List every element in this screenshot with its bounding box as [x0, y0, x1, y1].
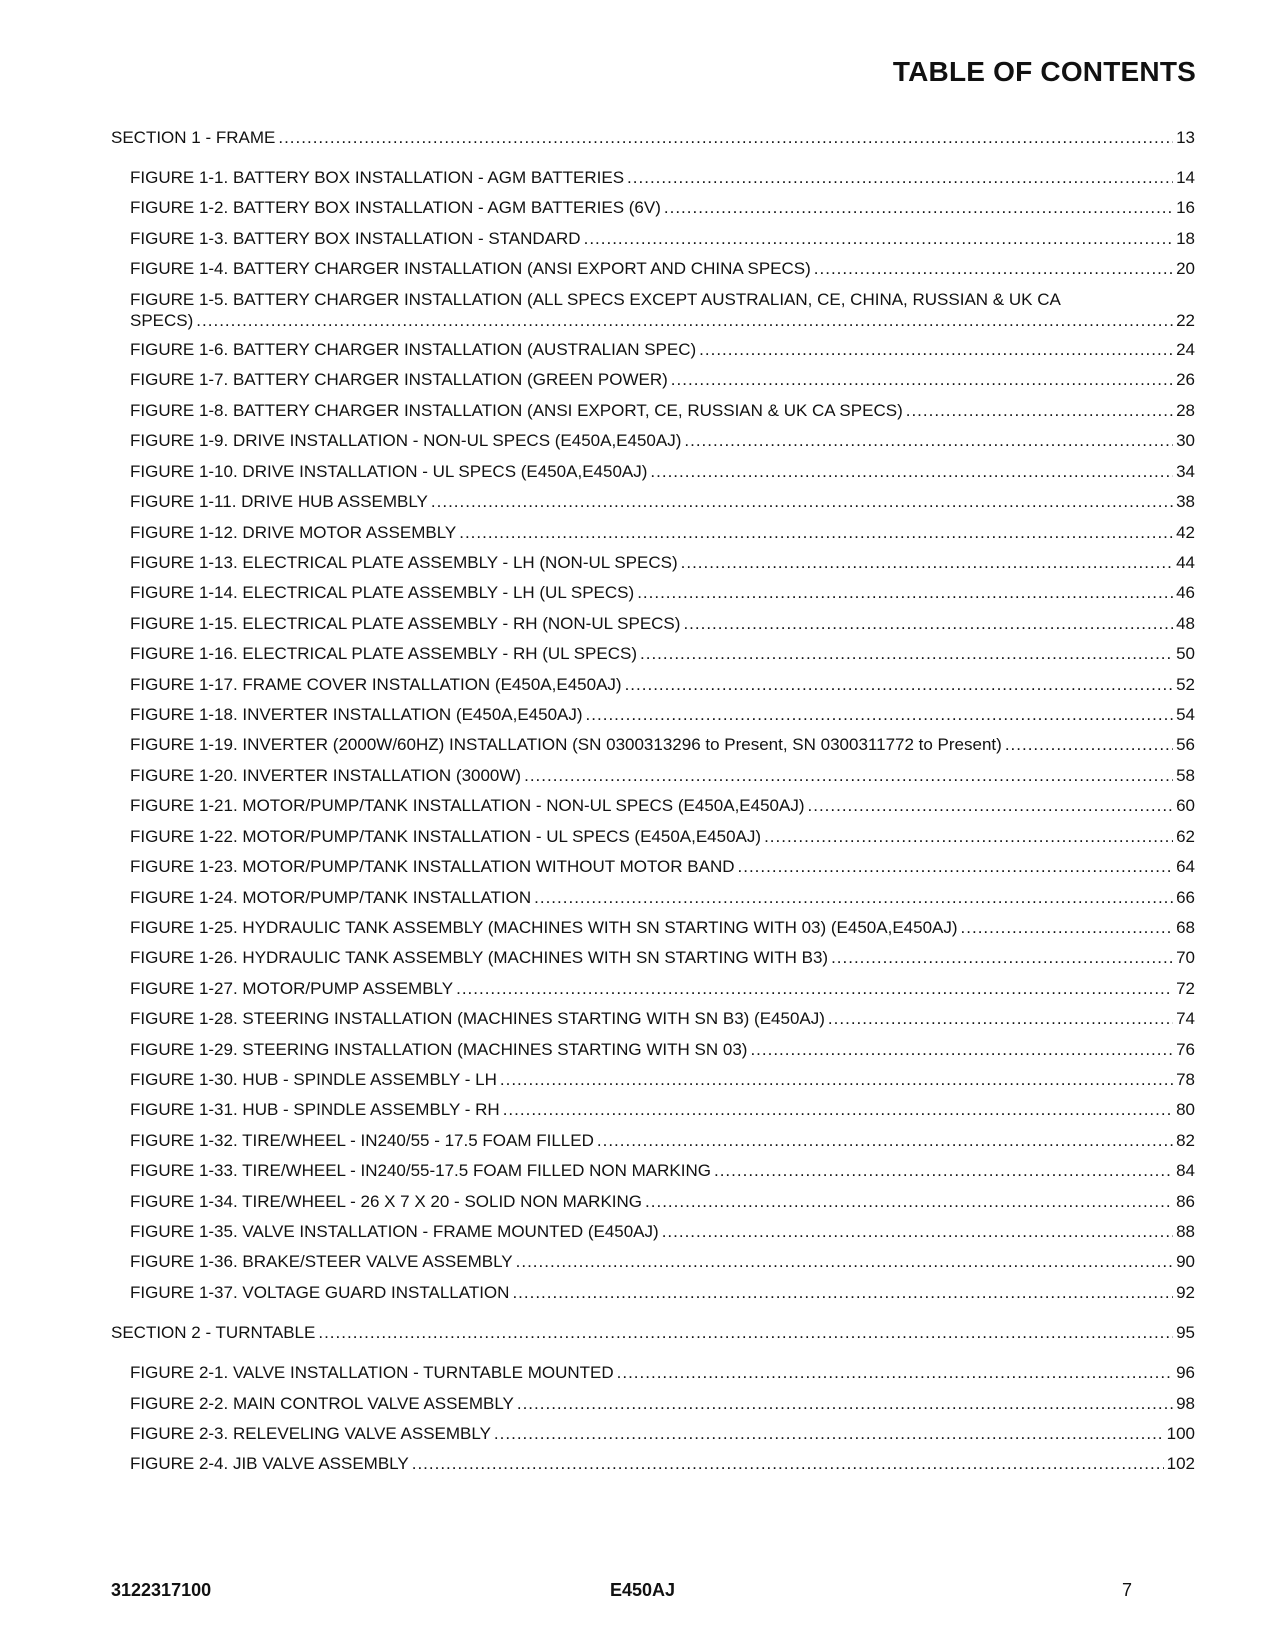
toc-entry-figure[interactable] — [130, 1131, 1195, 1151]
dot-leader — [318, 1323, 1173, 1343]
toc-entry-label: FIGURE 1-16. ELECTRICAL PLATE ASSEMBLY - RH (UL SPECS) — [130, 644, 637, 663]
toc-entry-figure[interactable] — [130, 1283, 1195, 1303]
dot-leader — [494, 1424, 1164, 1444]
toc-entry-label: FIGURE 1-9. DRIVE INSTALLATION - NON-UL SPECS (E450A,E450AJ) — [130, 431, 682, 450]
toc-entry-page: 30 — [1176, 431, 1195, 450]
toc-entry-page: 54 — [1176, 705, 1195, 724]
toc-entry-page: 20 — [1176, 259, 1195, 278]
dot-leader — [699, 340, 1173, 360]
dot-leader — [808, 796, 1174, 816]
dot-leader — [637, 583, 1173, 603]
toc-entry-figure[interactable] — [130, 198, 1195, 218]
toc-entry-label: FIGURE 1-17. FRAME COVER INSTALLATION (E450A,E450AJ) — [130, 675, 622, 694]
dot-leader — [671, 370, 1173, 390]
toc-entry-page: 64 — [1176, 857, 1195, 876]
toc-entry-page: 84 — [1176, 1161, 1195, 1180]
toc-entry-figure[interactable] — [130, 229, 1195, 249]
toc-entry-figure[interactable] — [130, 401, 1195, 421]
toc-entry-page: 58 — [1176, 766, 1195, 785]
dot-leader — [512, 1283, 1173, 1303]
toc-entry-figure[interactable] — [130, 857, 1195, 877]
toc-entry-label: FIGURE 1-12. DRIVE MOTOR ASSEMBLY — [130, 523, 457, 542]
toc-entry-line2 — [130, 311, 1195, 331]
toc-entry-figure[interactable] — [130, 583, 1195, 603]
dot-leader — [831, 948, 1173, 968]
toc-entry-label: FIGURE 1-21. MOTOR/PUMP/TANK INSTALLATION - NON-UL SPECS (E450A,E450AJ) — [130, 796, 805, 815]
toc-entry-label: FIGURE 2-4. JIB VALVE ASSEMBLY — [130, 1454, 409, 1473]
dot-leader — [650, 462, 1173, 482]
toc-entry-page: 46 — [1176, 583, 1195, 602]
toc-entry-figure[interactable] — [130, 888, 1195, 908]
toc-entry-figure[interactable] — [130, 1424, 1195, 1444]
toc-entry-page: 66 — [1176, 888, 1195, 907]
dot-leader — [617, 1363, 1173, 1383]
toc-entry-page: 56 — [1176, 735, 1195, 754]
dot-leader — [627, 168, 1173, 188]
toc-entry-label: FIGURE 1-29. STEERING INSTALLATION (MACHINES STARTING WITH SN 03) — [130, 1040, 748, 1059]
toc-entry-label: FIGURE 1-30. HUB - SPINDLE ASSEMBLY - LH — [130, 1070, 497, 1089]
toc-entry-figure[interactable] — [130, 948, 1195, 968]
toc-entry-label: FIGURE 1-10. DRIVE INSTALLATION - UL SPECS (E450A,E450AJ) — [130, 462, 648, 481]
toc-entry-label: FIGURE 1-33. TIRE/WHEEL - IN240/55-17.5 FOAM FILLED NON MARKING — [130, 1161, 711, 1180]
toc-entry-page: 90 — [1176, 1252, 1195, 1271]
toc-entry-page: 102 — [1166, 1454, 1195, 1473]
toc-entry-page: 50 — [1176, 644, 1195, 663]
toc-entry-page: 28 — [1176, 401, 1195, 420]
toc-entry-figure[interactable] — [130, 918, 1195, 938]
toc-entry-figure[interactable] — [130, 675, 1195, 695]
dot-leader — [597, 1131, 1173, 1151]
toc-entry-page: 44 — [1176, 553, 1195, 572]
toc-entry-label-line1: FIGURE 1-5. BATTERY CHARGER INSTALLATION (ALL SPECS EXCEPT AUSTRALIAN, CE, CHINA, RUSSIAN & UK CA — [130, 290, 1061, 309]
toc-entry-figure[interactable] — [130, 259, 1195, 279]
dot-leader — [640, 644, 1173, 664]
toc-entry-page: 74 — [1176, 1009, 1195, 1028]
dot-leader — [456, 979, 1173, 999]
dot-leader — [278, 128, 1173, 148]
toc-entry-label: SECTION 2 - TURNTABLE — [111, 1323, 316, 1342]
dot-leader — [645, 1192, 1173, 1212]
toc-entry-figure[interactable] — [130, 1100, 1195, 1120]
toc-entry-figure[interactable] — [130, 1252, 1195, 1272]
toc-entry-label: FIGURE 1-15. ELECTRICAL PLATE ASSEMBLY - RH (NON-UL SPECS) — [130, 614, 681, 633]
toc-entry-figure[interactable] — [130, 1454, 1195, 1474]
toc-entry-label: FIGURE 1-27. MOTOR/PUMP ASSEMBLY — [130, 979, 454, 998]
toc-entry-page: 26 — [1176, 370, 1195, 389]
dot-leader — [500, 1070, 1173, 1090]
dot-leader — [1005, 735, 1173, 755]
toc-entry-page: 18 — [1176, 229, 1195, 248]
toc-entry-page: 80 — [1176, 1100, 1195, 1119]
toc-entry-label: FIGURE 1-8. BATTERY CHARGER INSTALLATION (ANSI EXPORT, CE, RUSSIAN & UK CA SPECS) — [130, 401, 903, 420]
toc-entry-page: 38 — [1176, 492, 1195, 511]
toc-entry-figure[interactable] — [130, 553, 1195, 573]
dot-leader — [714, 1161, 1173, 1181]
toc-entry-figure[interactable] — [130, 523, 1195, 543]
dot-leader — [459, 523, 1173, 543]
toc-entry-page: 48 — [1176, 614, 1195, 633]
toc-entry-figure[interactable] — [130, 168, 1195, 188]
toc-entry-page: 60 — [1176, 796, 1195, 815]
dot-leader — [961, 918, 1174, 938]
dot-leader — [586, 705, 1174, 725]
toc-entry-label: FIGURE 1-14. ELECTRICAL PLATE ASSEMBLY - LH (UL SPECS) — [130, 583, 635, 602]
toc-entry-figure[interactable] — [130, 614, 1195, 634]
footer-doc-number: 3122317100 — [111, 1580, 212, 1600]
toc-entry-page: 70 — [1176, 948, 1195, 967]
toc-entry-page: 86 — [1176, 1192, 1195, 1211]
toc-entry-figure[interactable] — [130, 1192, 1195, 1212]
dot-leader — [750, 1040, 1173, 1060]
toc-entry-page: 88 — [1176, 1222, 1195, 1241]
toc-entry-label: FIGURE 2-3. RELEVELING VALVE ASSEMBLY — [130, 1424, 491, 1443]
toc-entry-page: 62 — [1176, 827, 1195, 846]
toc-entry-page: 96 — [1176, 1363, 1195, 1382]
toc-entry-label: FIGURE 1-7. BATTERY CHARGER INSTALLATION (GREEN POWER) — [130, 370, 668, 389]
dot-leader — [814, 259, 1173, 279]
dot-leader — [412, 1454, 1164, 1474]
dot-leader — [196, 311, 1173, 331]
dot-leader — [431, 492, 1173, 512]
toc-entry-label: FIGURE 1-1. BATTERY BOX INSTALLATION - AGM BATTERIES — [130, 168, 625, 187]
toc-entry-page: 22 — [1176, 311, 1195, 330]
toc-entry-label: FIGURE 1-18. INVERTER INSTALLATION (E450A,E450AJ) — [130, 705, 583, 724]
dot-leader — [524, 766, 1173, 786]
toc-entry-page: 42 — [1176, 523, 1195, 542]
toc-entry-label: FIGURE 1-3. BATTERY BOX INSTALLATION - STANDARD — [130, 229, 581, 248]
toc-entry-page: 14 — [1176, 168, 1195, 187]
toc-entry-page: 100 — [1166, 1424, 1195, 1443]
toc-entry-page: 98 — [1176, 1394, 1195, 1413]
dot-leader — [662, 1222, 1173, 1242]
toc-entry-figure[interactable] — [130, 1070, 1195, 1090]
toc-entry-label: FIGURE 1-31. HUB - SPINDLE ASSEMBLY - RH — [130, 1100, 500, 1119]
toc-entry-figure[interactable] — [130, 979, 1195, 999]
dot-leader — [764, 827, 1173, 847]
dot-leader — [503, 1100, 1173, 1120]
dot-leader — [906, 401, 1173, 421]
toc-entry-figure[interactable] — [130, 796, 1195, 816]
toc-entry-figure[interactable] — [130, 1040, 1195, 1060]
toc-entry-label: FIGURE 1-35. VALVE INSTALLATION - FRAME MOUNTED (E450AJ) — [130, 1222, 659, 1241]
toc-entry-figure[interactable] — [130, 462, 1195, 482]
toc-entry-label: FIGURE 1-20. INVERTER INSTALLATION (3000W) — [130, 766, 522, 785]
toc-entry-label: FIGURE 1-25. HYDRAULIC TANK ASSEMBLY (MACHINES WITH SN STARTING WITH 03) (E450A,E450AJ) — [130, 918, 958, 937]
toc-entry-label: FIGURE 1-13. ELECTRICAL PLATE ASSEMBLY - LH (NON-UL SPECS) — [130, 553, 678, 572]
dot-leader — [738, 857, 1174, 877]
toc-entry-label: FIGURE 1-34. TIRE/WHEEL - 26 X 7 X 20 - SOLID NON MARKING — [130, 1192, 643, 1211]
toc-entry-label: SECTION 1 - FRAME — [111, 128, 276, 147]
toc-entry-figure[interactable] — [130, 340, 1195, 360]
toc-entry-section-2[interactable] — [111, 1323, 1195, 1343]
toc-entry-figure[interactable] — [130, 1363, 1195, 1383]
toc-entry-page: 92 — [1176, 1283, 1195, 1302]
toc-entry-label: FIGURE 1-23. MOTOR/PUMP/TANK INSTALLATION WITHOUT MOTOR BAND — [130, 857, 735, 876]
toc-entry-page: 95 — [1176, 1323, 1195, 1342]
toc-entry-label: FIGURE 1-22. MOTOR/PUMP/TANK INSTALLATION - UL SPECS (E450A,E450AJ) — [130, 827, 762, 846]
toc-entry-label: FIGURE 1-37. VOLTAGE GUARD INSTALLATION — [130, 1283, 510, 1302]
toc-entry-figure[interactable] — [130, 289, 1195, 331]
toc-entry-figure[interactable] — [130, 370, 1195, 390]
toc-entry-label: FIGURE 1-32. TIRE/WHEEL - IN240/55 - 17.5 FOAM FILLED — [130, 1131, 594, 1150]
dot-leader — [828, 1009, 1173, 1029]
toc-entry-page: 52 — [1176, 675, 1195, 694]
toc-entry-section-1[interactable] — [111, 128, 1195, 148]
toc-entry-page: 24 — [1176, 340, 1195, 359]
toc-entry-label: FIGURE 2-1. VALVE INSTALLATION - TURNTABLE MOUNTED — [130, 1363, 614, 1382]
toc-entry-label: FIGURE 1-28. STEERING INSTALLATION (MACHINES STARTING WITH SN B3) (E450AJ) — [130, 1009, 825, 1028]
toc-entry-figure[interactable] — [130, 827, 1195, 847]
toc-entry-label: FIGURE 1-24. MOTOR/PUMP/TANK INSTALLATION — [130, 888, 532, 907]
dot-leader — [625, 675, 1174, 695]
dot-leader — [664, 198, 1173, 218]
dot-leader — [517, 1394, 1173, 1414]
toc-entry-page: 13 — [1176, 128, 1195, 147]
dot-leader — [681, 553, 1173, 573]
toc-entry-figure[interactable] — [130, 1161, 1195, 1181]
toc-entry-label-line2: SPECS) — [130, 311, 194, 330]
toc-entry-label: FIGURE 1-6. BATTERY CHARGER INSTALLATION (AUSTRALIAN SPEC) — [130, 340, 697, 359]
toc-entry-figure[interactable] — [130, 1394, 1195, 1414]
toc-entry-figure[interactable] — [130, 1009, 1195, 1029]
dot-leader — [683, 614, 1173, 634]
dot-leader — [584, 229, 1173, 249]
toc-entry-label: FIGURE 2-2. MAIN CONTROL VALVE ASSEMBLY — [130, 1394, 514, 1413]
toc-entry-label: FIGURE 1-4. BATTERY CHARGER INSTALLATION (ANSI EXPORT AND CHINA SPECS) — [130, 259, 811, 278]
toc-entry-figure[interactable] — [130, 705, 1195, 725]
page-title: TABLE OF CONTENTS — [892, 56, 1196, 87]
toc-entry-figure[interactable] — [130, 431, 1195, 451]
toc-entry-page: 82 — [1176, 1131, 1195, 1150]
toc-entry-figure[interactable] — [130, 766, 1195, 786]
dot-leader — [534, 888, 1173, 908]
footer-page-number: 7 — [1122, 1580, 1133, 1600]
toc-entry-label: FIGURE 1-26. HYDRAULIC TANK ASSEMBLY (MACHINES WITH SN STARTING WITH B3) — [130, 948, 829, 967]
toc-entry-page: 68 — [1176, 918, 1195, 937]
toc-entry-label: FIGURE 1-19. INVERTER (2000W/60HZ) INSTALLATION (SN 0300313296 to Present, SN 0300311772 to Present) — [130, 735, 1002, 754]
toc-entry-page: 16 — [1176, 198, 1195, 217]
toc-entry-label: FIGURE 1-11. DRIVE HUB ASSEMBLY — [130, 492, 428, 511]
footer-model: E450AJ — [610, 1580, 676, 1600]
toc-entry-page: 78 — [1176, 1070, 1195, 1089]
toc-entry-figure[interactable] — [130, 735, 1195, 755]
toc-entry-page: 72 — [1176, 979, 1195, 998]
toc-entry-label: FIGURE 1-2. BATTERY BOX INSTALLATION - AGM BATTERIES (6V) — [130, 198, 661, 217]
toc-entry-label: FIGURE 1-36. BRAKE/STEER VALVE ASSEMBLY — [130, 1252, 513, 1271]
toc-entry-page: 34 — [1176, 462, 1195, 481]
toc-entry-figure[interactable] — [130, 644, 1195, 664]
toc-entry-figure[interactable] — [130, 1222, 1195, 1242]
toc-entry-page: 76 — [1176, 1040, 1195, 1059]
dot-leader — [516, 1252, 1173, 1272]
toc-entry-figure[interactable] — [130, 492, 1195, 512]
dot-leader — [684, 431, 1173, 451]
